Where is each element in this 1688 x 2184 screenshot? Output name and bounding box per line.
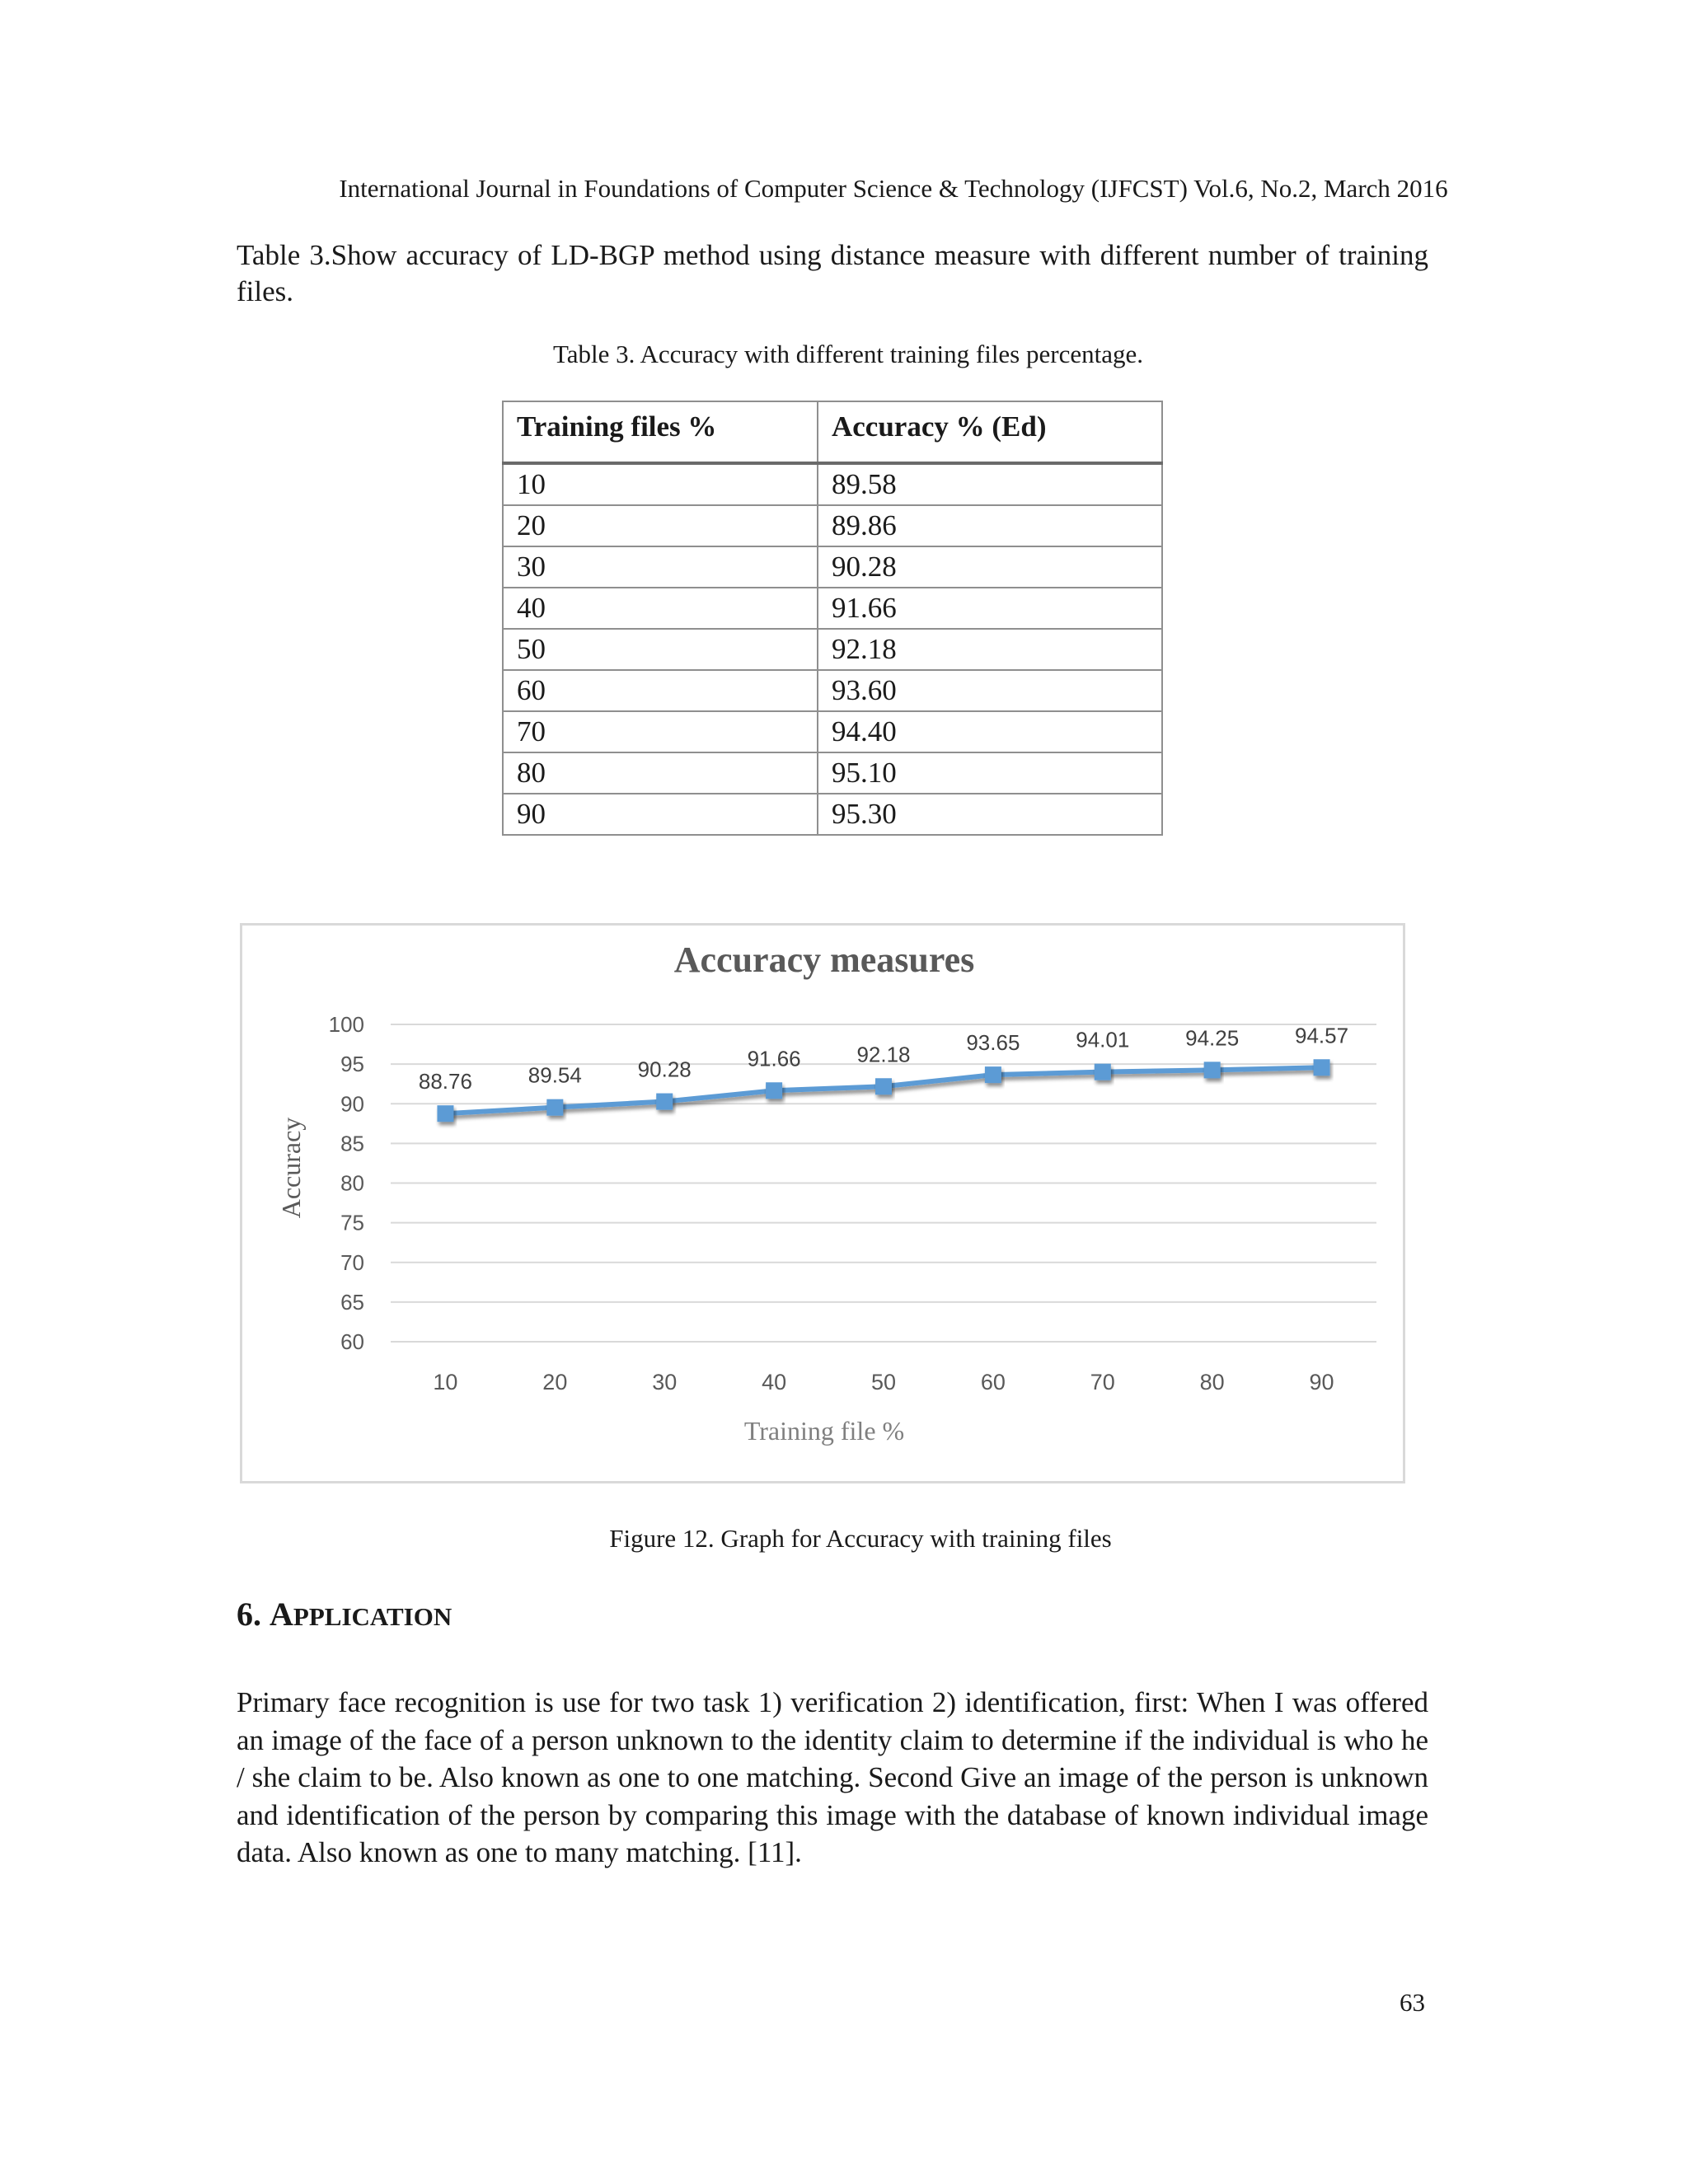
x-tick-label: 70 (1090, 1370, 1115, 1394)
x-tick-labels (433, 1370, 1334, 1394)
cell-accuracy: 90.28 (818, 546, 1162, 588)
cell-training: 10 (503, 463, 818, 505)
cell-training: 70 (503, 711, 818, 752)
x-tick-label: 10 (433, 1370, 458, 1394)
cell-training: 40 (503, 588, 818, 629)
y-tick-label: 70 (340, 1249, 364, 1275)
table-row (503, 588, 1162, 629)
chart-title: Accuracy measures (673, 940, 975, 980)
x-tick-label: 80 (1199, 1370, 1225, 1394)
data-point-marker (437, 1105, 453, 1122)
data-point-marker (1204, 1062, 1221, 1078)
data-point-marker (656, 1094, 673, 1110)
cell-training: 30 (503, 546, 818, 588)
table-row (503, 670, 1162, 711)
x-tick-label: 30 (652, 1370, 678, 1394)
column-header-accuracy: Accuracy % (Ed) (818, 401, 1162, 463)
y-tick-labels (329, 1012, 364, 1354)
section-body-paragraph: Primary face recognition is use for two task 1) verification 2) identification, first: When I was offered an image of the face of a person unknown to the identity claim to determine if the individual is who he / she claim to be. Also known as one to one matching. Second Give an image of the person is unknown and identification of the person by comparing this image with the database of known individual image data. Also known as one to many matching. [11]. (237, 1686, 1428, 1868)
data-point-marker (1314, 1059, 1330, 1076)
x-tick-label: 50 (870, 1370, 897, 1394)
y-tick-label: 90 (340, 1091, 364, 1117)
y-tick-label: 75 (340, 1210, 364, 1235)
data-label: 94.01 (1076, 1027, 1130, 1052)
y-tick-label: 60 (340, 1329, 364, 1354)
page-number: 63 (1400, 1988, 1425, 2017)
column-header-training: Training files % (503, 401, 818, 463)
data-label: 88.76 (418, 1069, 472, 1094)
cell-training: 60 (503, 670, 818, 711)
section-title (270, 1596, 452, 1633)
table-row (503, 752, 1162, 794)
y-tick-label: 100 (328, 1012, 364, 1037)
x-tick-label: 90 (1309, 1370, 1334, 1394)
data-label: 93.65 (966, 1030, 1020, 1056)
table-row (503, 794, 1162, 835)
data-point-marker (766, 1082, 782, 1099)
cell-accuracy: 91.66 (818, 588, 1162, 629)
figure-caption: Figure 12. Graph for Accuracy with training files (609, 1524, 1112, 1553)
table-header-row (503, 401, 1162, 463)
chart-frame (240, 923, 1405, 1483)
x-tick-label: 60 (980, 1370, 1006, 1394)
data-point-marker (985, 1066, 1001, 1083)
x-tick-label: 20 (542, 1370, 568, 1394)
cell-accuracy: 95.10 (818, 752, 1162, 794)
cell-training: 20 (503, 505, 818, 546)
x-axis-label: Training file % (743, 1416, 905, 1446)
data-label: 89.54 (528, 1062, 582, 1088)
table-row (503, 711, 1162, 752)
accuracy-chart (242, 926, 1403, 1481)
table-row (503, 463, 1162, 505)
cell-accuracy: 89.58 (818, 463, 1162, 505)
cell-accuracy: 94.40 (818, 711, 1162, 752)
data-label: 92.18 (856, 1042, 911, 1067)
y-tick-label: 85 (340, 1131, 364, 1156)
cell-training: 80 (503, 752, 818, 794)
cell-accuracy: 92.18 (818, 629, 1162, 670)
data-label: 91.66 (747, 1046, 801, 1071)
section-heading (237, 1595, 452, 1637)
cell-training: 90 (503, 794, 818, 835)
cell-training: 50 (503, 629, 818, 670)
y-axis-label: Accuracy (276, 1117, 306, 1219)
data-point-marker (1095, 1064, 1111, 1080)
table-caption: Table 3. Accuracy with different training files percentage. (553, 340, 1143, 368)
section-title-rest: PPLICATION (293, 1602, 452, 1631)
running-header: International Journal in Foundations of Computer Science & Technology (IJFCST) Vol.6, No.2, March 2016 (339, 174, 1448, 203)
data-label: 90.28 (637, 1057, 692, 1082)
section-title-initial: A (270, 1596, 293, 1633)
data-point-marker (875, 1078, 892, 1094)
cell-accuracy: 89.86 (818, 505, 1162, 546)
intro-paragraph: Table 3.Show accuracy of LD-BGP method using distance measure with different number of training files. (237, 239, 1428, 307)
table-row (503, 505, 1162, 546)
data-label: 94.25 (1185, 1025, 1240, 1051)
section-number: 6. (237, 1596, 261, 1633)
y-tick-label: 80 (340, 1170, 364, 1196)
table-row (503, 546, 1162, 588)
y-tick-label: 95 (340, 1052, 364, 1077)
y-tick-label: 65 (340, 1289, 364, 1315)
accuracy-table (502, 401, 1163, 836)
data-label: 94.57 (1295, 1023, 1349, 1048)
cell-accuracy: 93.60 (818, 670, 1162, 711)
x-tick-label: 40 (762, 1370, 787, 1394)
data-point-marker (546, 1099, 563, 1116)
table-row (503, 629, 1162, 670)
cell-accuracy: 95.30 (818, 794, 1162, 835)
